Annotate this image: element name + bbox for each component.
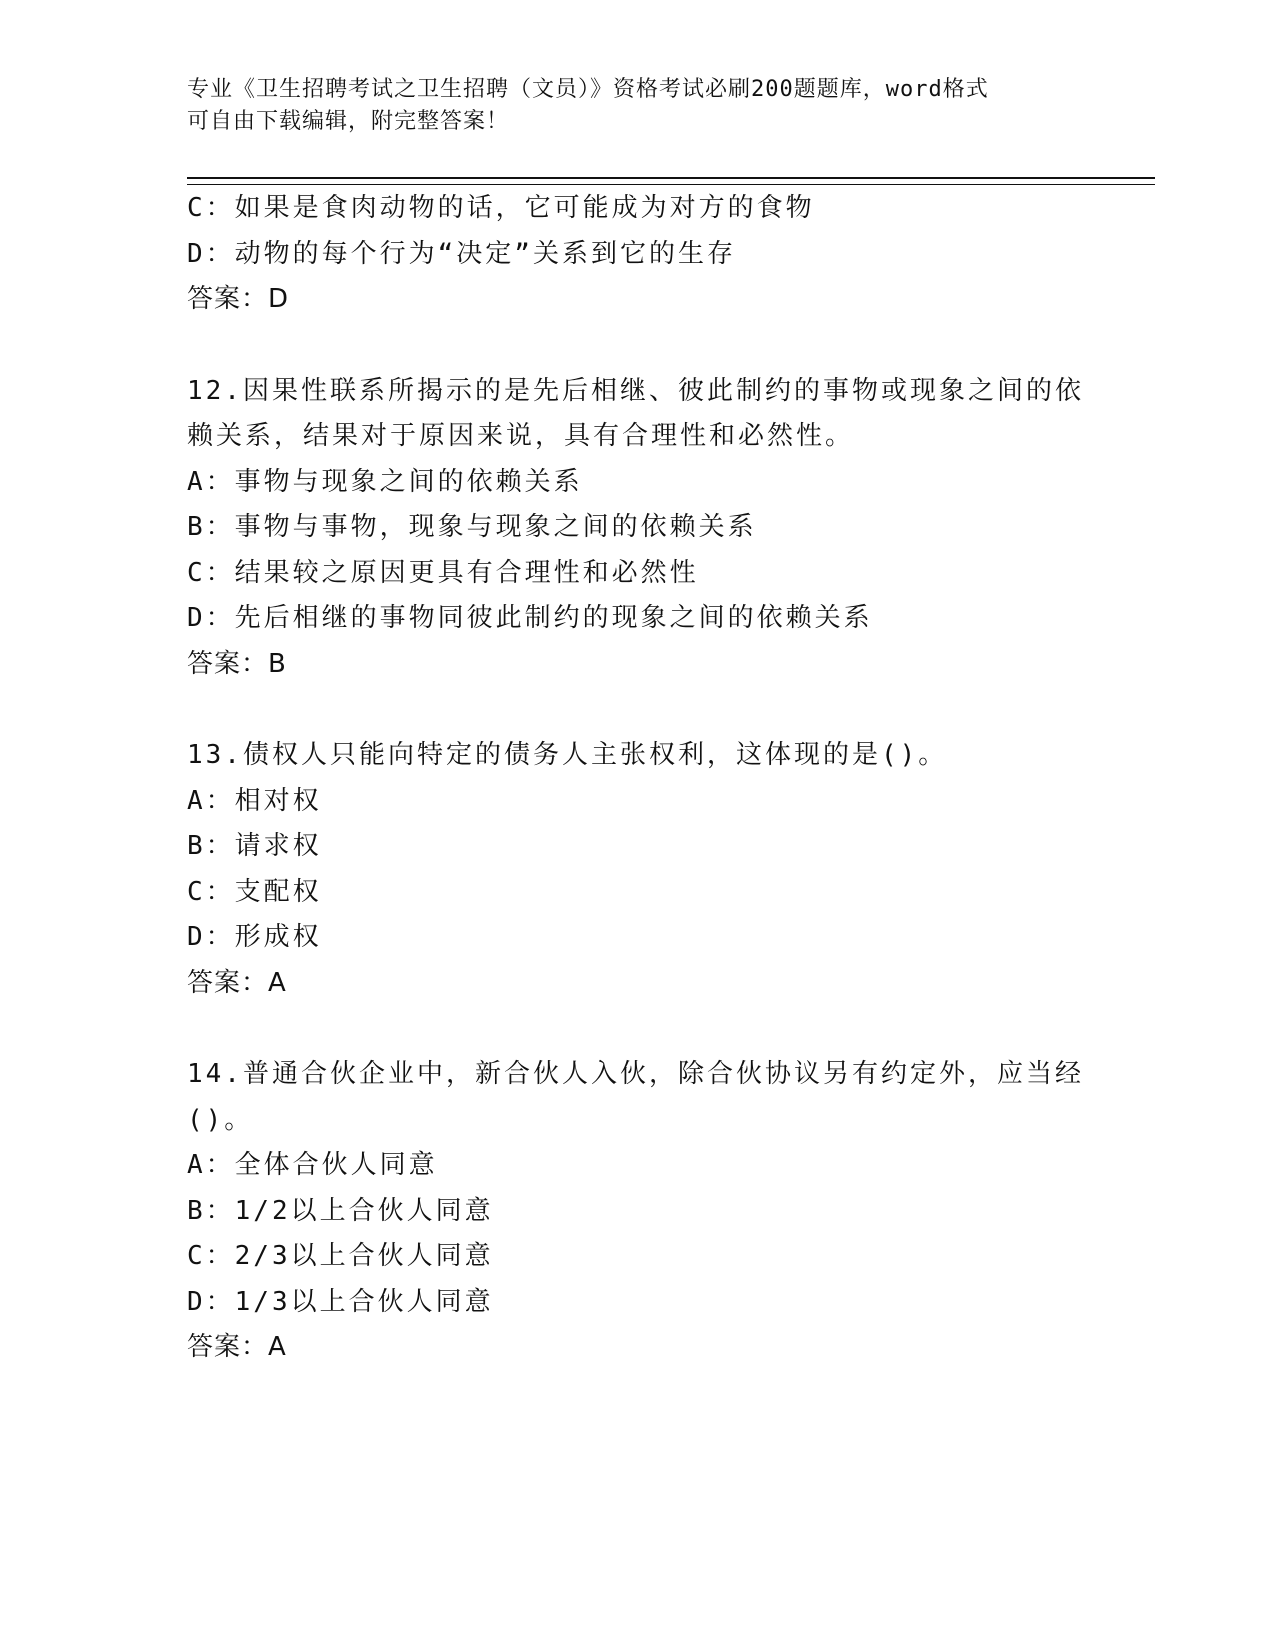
option-c: C：结果较之原因更具有合理性和必然性 xyxy=(187,557,699,588)
answer-line: 答案：D xyxy=(187,284,290,314)
document-header xyxy=(187,74,1087,138)
question-14 xyxy=(187,1052,1087,1371)
option-d: D：形成权 xyxy=(187,922,322,952)
answer-line: 答案：A xyxy=(187,1332,287,1362)
header-title-line-1: 专业《卫生招聘考试之卫生招聘（文员）》资格考试必刷200题题库，word格式 xyxy=(187,77,989,102)
header-title-line-2: 可自由下载编辑，附完整答案！ xyxy=(187,109,510,134)
question-stem: 13.债权人只能向特定的债务人主张权利，这体现的是()。 xyxy=(187,740,948,770)
spacer xyxy=(187,1006,1087,1052)
spacer xyxy=(187,687,1087,733)
document-body xyxy=(187,186,1087,1371)
option-b: B：请求权 xyxy=(187,831,322,861)
option-d: D：1/3以上合伙人同意 xyxy=(187,1286,494,1317)
question-stem: 14.普通合伙企业中，新合伙人入伙，除合伙协议另有约定外，应当经 xyxy=(187,1059,1084,1089)
question-11-tail xyxy=(187,186,1087,323)
question-stem-continued: 赖关系，结果对于原因来说，具有合理性和必然性。 xyxy=(187,421,855,451)
question-stem: 12.因果性联系所揭示的是先后相继、彼此制约的事物或现象之间的依 xyxy=(187,375,1084,406)
question-12 xyxy=(187,369,1087,688)
answer-line: 答案：A xyxy=(187,967,287,998)
option-c: C：如果是食肉动物的话，它可能成为对方的食物 xyxy=(187,193,815,223)
option-d: D：先后相继的事物同彼此制约的现象之间的依赖关系 xyxy=(187,603,873,633)
question-stem-continued: ()。 xyxy=(187,1104,254,1135)
option-a: A：事物与现象之间的依赖关系 xyxy=(187,466,583,497)
option-b: B：事物与事物，现象与现象之间的依赖关系 xyxy=(187,512,757,542)
question-13 xyxy=(187,733,1087,1006)
spacer xyxy=(187,323,1087,369)
option-c: C：支配权 xyxy=(187,876,322,907)
option-c: C：2/3以上合伙人同意 xyxy=(187,1241,494,1271)
option-a: A：全体合伙人同意 xyxy=(187,1150,438,1180)
header-divider xyxy=(187,177,1155,185)
option-d: D：动物的每个行为“决定”关系到它的生存 xyxy=(187,238,736,269)
option-b: B：1/2以上合伙人同意 xyxy=(187,1195,494,1226)
option-a: A：相对权 xyxy=(187,785,322,816)
answer-line: 答案：B xyxy=(187,648,287,679)
